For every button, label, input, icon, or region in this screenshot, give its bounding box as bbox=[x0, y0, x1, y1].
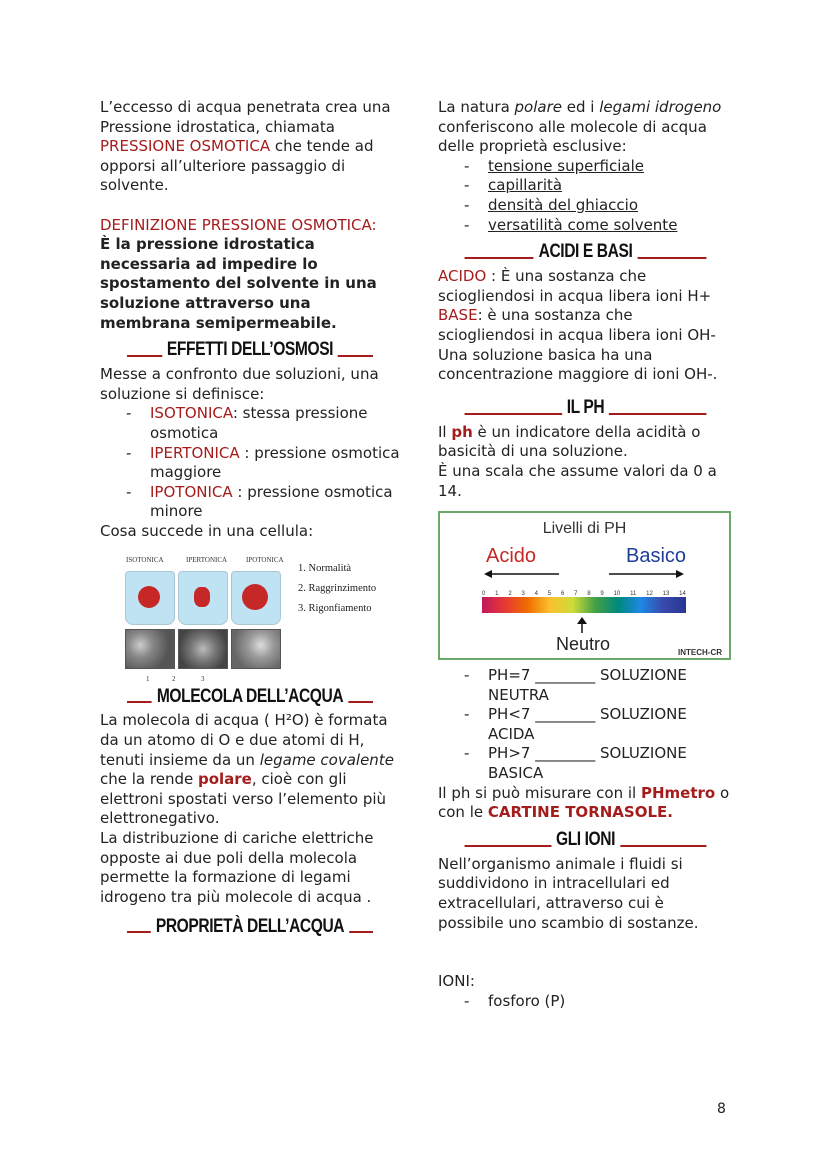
ph-paragraph: Il ph è un indicatore della acidità o basicità di una soluzione. bbox=[438, 422, 701, 461]
ph-scale-text: È una scala che assume valori da 0 a 14. bbox=[438, 461, 717, 500]
list-item: - PH=7 ________ SOLUZIONE NEUTRA bbox=[460, 666, 733, 705]
micrograph-image bbox=[125, 629, 175, 669]
ph-color-bar bbox=[482, 597, 686, 613]
figure-list-item: 1. Normalità bbox=[298, 563, 352, 575]
ph-scale-tick: 5 bbox=[547, 591, 552, 598]
osmosi-intro: Messe a confronto due soluzioni, una soluzione si definisce: bbox=[100, 365, 379, 403]
ioni-label: IONI: bbox=[438, 972, 475, 991]
ph-scale-tick: 7 bbox=[574, 591, 578, 598]
figure-label: IPERTONICA bbox=[186, 556, 228, 565]
micrograph-image bbox=[231, 629, 281, 669]
solutions-list bbox=[100, 404, 400, 522]
properties-list bbox=[438, 157, 733, 235]
heading-proprieta-acqua: PROPRIETÀ DELL’ACQUA bbox=[127, 913, 373, 939]
list-item: - PH>7 ________ SOLUZIONE BASICA bbox=[460, 744, 733, 783]
figure-label: IPOTONICA bbox=[246, 556, 284, 565]
ph-scale-tick: 12 bbox=[646, 591, 653, 598]
beaker-hypertonic-image bbox=[178, 571, 228, 625]
ph-image-title: Livelli di PH bbox=[542, 520, 627, 538]
micrograph-image bbox=[178, 629, 228, 669]
list-item: - IPERTONICA : pressione osmotica maggiore bbox=[122, 444, 400, 483]
molecola-paragraph: La molecola di acqua ( H²O) è formata da un atomo di O e due atomi di H, tenuti insieme da un legame covalente che la rende polare, cioè con gli elettroni spostati verso l’elemento più elettronegativo. bbox=[100, 711, 394, 828]
ioni-paragraph: Nell’organismo animale i fluidi si suddividono in intracellulari ed extracellulari, attraverso cui è possibile uno scambio di sostanze. bbox=[438, 854, 699, 932]
ph-scale-tick: 3 bbox=[521, 591, 525, 598]
beaker-hypotonic-image bbox=[231, 571, 281, 625]
ph-acido-label: Acido bbox=[486, 545, 537, 568]
figure-label: ISOTONICA bbox=[126, 556, 164, 565]
definition-text: È la pressione idrostatica necessaria ad impedire lo spostamento del solvente in una soluzione attraverso una membrana semipermeabile. bbox=[100, 235, 377, 332]
neutro-arrow-icon bbox=[576, 617, 588, 633]
figure-list-item: 2. Raggrinzimento bbox=[298, 583, 377, 595]
ph-arrows bbox=[484, 569, 684, 579]
list-item: - tensione superficiale bbox=[460, 157, 733, 177]
base-definition: BASE: è una sostanza che sciogliendosi in acqua libera ioni OH- bbox=[438, 306, 716, 344]
list-item: - ISOTONICA: stessa pressione osmotica bbox=[122, 404, 400, 443]
ph-levels-image bbox=[438, 511, 731, 660]
list-item: - fosforo (P) bbox=[460, 992, 733, 1012]
cell-question: Cosa succede in una cellula: bbox=[100, 521, 314, 540]
ph-scale-tick: 6 bbox=[560, 591, 565, 598]
heading-ioni: GLI IONI bbox=[465, 827, 707, 853]
heading-acidi-basi: ACIDI E BASI bbox=[465, 239, 707, 265]
ph-basico-label: Basico bbox=[626, 545, 687, 568]
right-column bbox=[438, 98, 733, 1012]
left-column bbox=[100, 98, 400, 941]
list-item: - IPOTONICA : pressione osmotica minore bbox=[122, 483, 400, 522]
beaker-isotonic-image bbox=[125, 571, 175, 625]
ioni-list bbox=[438, 992, 733, 1012]
ph-scale-tick: 9 bbox=[600, 591, 604, 598]
heading-molecola-acqua: MOLECOLA DELL’ACQUA bbox=[127, 683, 373, 709]
intech-logo: INTECH-CR bbox=[678, 648, 722, 658]
ph-scale-tick: 14 bbox=[679, 591, 686, 598]
page-number: 8 bbox=[717, 1101, 726, 1117]
ph-scale-tick: 8 bbox=[587, 591, 591, 598]
ph-values-list bbox=[438, 666, 733, 784]
measure-paragraph: Il ph si può misurare con il PHmetro o con le CARTINE TORNASOLE. bbox=[438, 783, 730, 822]
pressione-osmotica-term: PRESSIONE OSMOTICA bbox=[100, 137, 271, 156]
natura-paragraph: La natura polare ed i legami idrogeno conferiscono alle molecole di acqua delle proprietà esclusive: bbox=[438, 98, 722, 156]
heading-effetti-osmosi: EFFETTI DELL’OSMOSI bbox=[127, 337, 373, 363]
ph-neutro-label: Neutro bbox=[556, 634, 611, 655]
list-item: - PH<7 ________ SOLUZIONE ACIDA bbox=[460, 705, 733, 744]
osmosis-cells-figure: ISOTONICA IPERTONICA IPOTONICA 1. Normalità 2. Raggrinzimento 3. Rigonfiamento 1 2 3 bbox=[100, 549, 390, 679]
molecola-paragraph-2: La distribuzione di cariche elettriche opposte ai due poli della molecola permette la formazione di legami idrogeno tra più molecole di acqua . bbox=[100, 829, 374, 906]
ph-scale-tick: 13 bbox=[662, 591, 670, 598]
ph-scale-tick: 11 bbox=[630, 591, 637, 598]
ph-scale-tick: 0 bbox=[482, 591, 486, 598]
list-item: - capillarità bbox=[460, 176, 733, 196]
ph-scale-tick: 10 bbox=[613, 591, 621, 598]
acido-definition: ACIDO : È una sostanza che sciogliendosi in acqua libera ioni H+ bbox=[438, 267, 712, 305]
ph-scale-tick: 2 bbox=[508, 591, 512, 598]
ph-scale-tick: 1 bbox=[495, 591, 499, 598]
definition-title: DEFINIZIONE PRESSIONE OSMOTICA: bbox=[100, 215, 377, 234]
list-item: - versatilità come solvente bbox=[460, 216, 733, 236]
list-item: - densità del ghiaccio bbox=[460, 196, 733, 216]
intro-paragraph: L’eccesso di acqua penetrata crea una Pressione idrostatica, chiamata PRESSIONE OSMOTICA che tende ad opporsi all’ulteriore passaggio di solvente. bbox=[100, 98, 391, 195]
ph-scale-tick: 4 bbox=[534, 591, 538, 598]
heading-ph: IL PH bbox=[465, 395, 707, 421]
figure-list-item: 3. Rigonfiamento bbox=[298, 603, 372, 615]
basic-solution-text: Una soluzione basica ha una concentrazione maggiore di ioni OH-. bbox=[438, 345, 718, 384]
